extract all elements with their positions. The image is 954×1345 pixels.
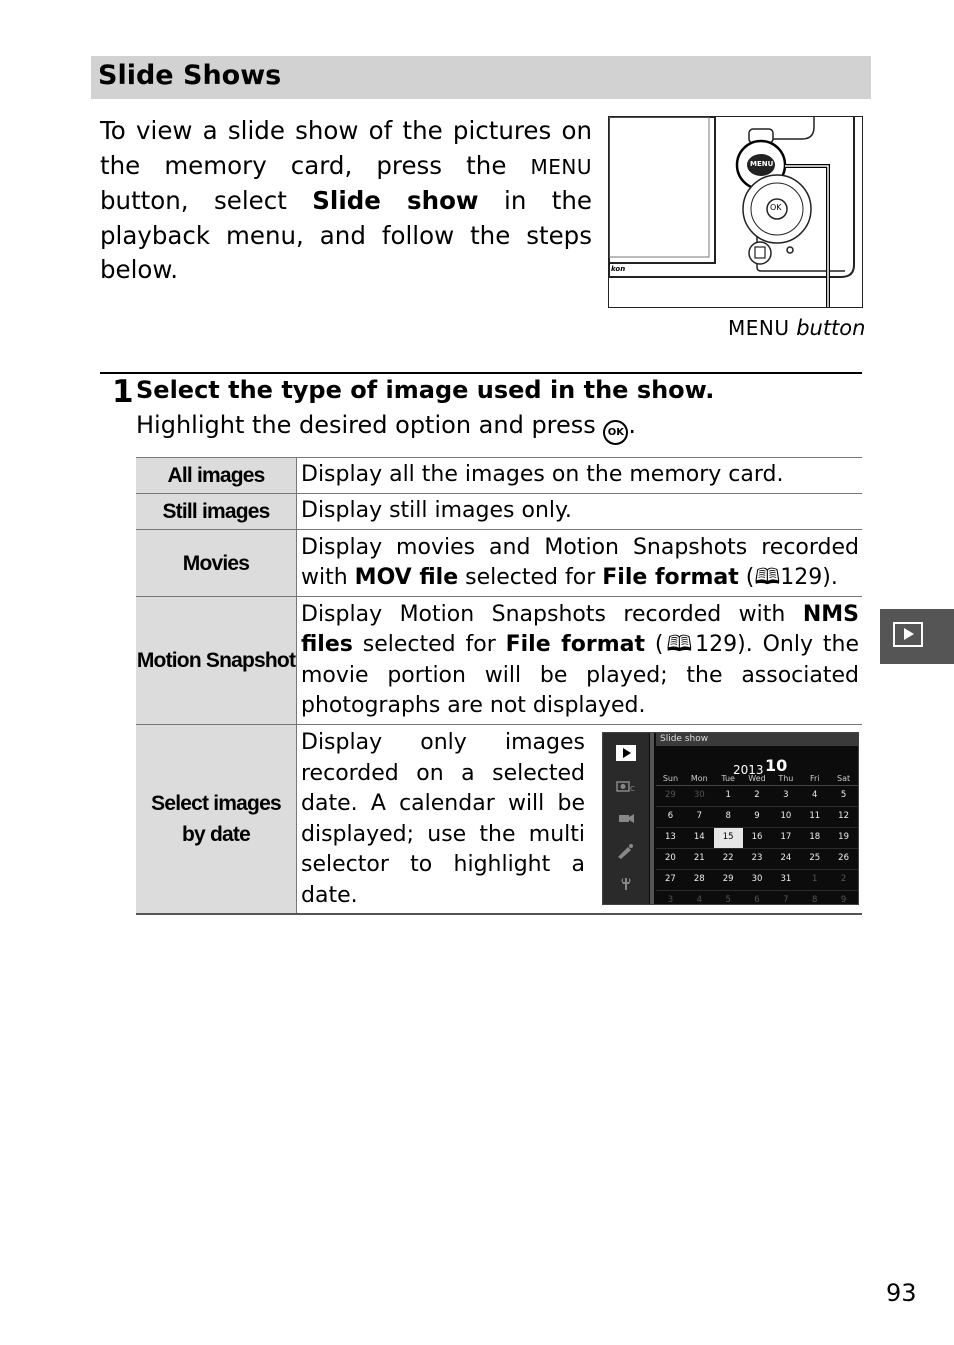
calendar-day[interactable]: 4 — [812, 790, 818, 801]
desc-part: ( — [738, 565, 755, 590]
calendar-day[interactable]: 7 — [696, 811, 702, 822]
calendar-day[interactable]: 5 — [725, 895, 731, 906]
calendar-weekday: Mon — [690, 774, 708, 784]
calendar-day[interactable]: 23 — [751, 853, 763, 864]
option-key: All images — [136, 458, 297, 494]
calendar-day[interactable]: 9 — [840, 895, 847, 906]
camera-menu-label: MENU — [750, 160, 774, 168]
calendar-day[interactable]: 29 — [665, 790, 676, 801]
option-key: Movies — [136, 530, 297, 597]
calendar-day[interactable]: 2 — [754, 790, 760, 801]
desc-part: selected for — [458, 565, 603, 590]
table-row — [136, 530, 862, 597]
calendar-week-row — [656, 807, 858, 828]
calendar-day[interactable]: 11 — [809, 811, 821, 822]
calendar-day[interactable]: 19 — [838, 832, 849, 843]
calendar-day[interactable]: 8 — [812, 895, 818, 906]
page-ref: 129 — [695, 632, 738, 657]
option-desc: Display all the images on the memory card. — [297, 458, 863, 494]
option-key: Still images — [136, 494, 297, 530]
calendar-weekday-row — [656, 773, 858, 786]
select-date-text: Display only images recorded on a selected date. A calendar will be displayed; use the multi selector to highlight a date. — [301, 730, 585, 908]
calendar-day[interactable]: 7 — [783, 895, 789, 906]
calendar-day[interactable]: 16 — [751, 832, 763, 843]
calendar-weekday: Tue — [721, 774, 735, 784]
calendar-day[interactable]: 18 — [809, 832, 821, 843]
table-row — [136, 458, 862, 494]
calendar-weekday: Thu — [778, 774, 794, 784]
calendar-day[interactable]: 22 — [722, 853, 734, 864]
intro-text-1: To view a slide show of the pictures on the memory card, press the — [100, 116, 592, 180]
page-number: 93 — [886, 1279, 917, 1307]
camera-brand-fragment: kon — [611, 265, 626, 273]
calendar-day[interactable]: 12 — [838, 811, 849, 822]
desc-part: ). Only the movie portion will be played; the associated photographs are not displayed. — [301, 632, 859, 718]
caption-menu-glyph: MENU — [728, 316, 790, 340]
calendar-day[interactable]: 29 — [722, 874, 734, 885]
calendar-day[interactable]: 17 — [780, 832, 792, 843]
menu-button-glyph: MENU — [530, 154, 592, 179]
desc-part: Display movies and Motion Snapshots recorded with — [301, 534, 859, 590]
menu-sidebar — [603, 733, 649, 904]
calendar-day[interactable]: 4 — [696, 895, 702, 906]
calendar-day[interactable]: 6 — [754, 895, 760, 906]
step-description — [136, 410, 636, 445]
book-icon: 🕮 — [663, 632, 696, 657]
section-title: Slide Shows — [98, 60, 282, 91]
intro-paragraph — [100, 114, 592, 288]
options-table — [136, 457, 862, 915]
table-row — [136, 725, 862, 914]
step-title: Select the type of image used in the show. — [136, 376, 715, 404]
desc-part: ( — [645, 632, 664, 657]
calendar-day[interactable]: 30 — [693, 790, 705, 801]
calendar-header: Slide show — [656, 733, 858, 746]
step-number: 1 — [112, 374, 134, 410]
calendar-day[interactable]: 9 — [754, 811, 760, 822]
movie-menu-icon — [616, 810, 636, 826]
retouch-menu-icon — [616, 843, 636, 859]
desc-bold: File format — [602, 565, 739, 590]
camera-caption — [728, 316, 865, 340]
desc-bold: File format — [505, 632, 645, 657]
intro-text-2: button, select — [100, 186, 313, 215]
svg-text:C: C — [630, 785, 635, 794]
option-key: Select images by date — [136, 725, 297, 914]
setup-wrench-icon — [616, 875, 636, 891]
calendar-day[interactable]: 27 — [665, 874, 676, 885]
option-desc: Display still images only. — [297, 494, 863, 530]
calendar-week-row — [656, 786, 858, 807]
playback-section-tab — [880, 609, 954, 664]
calendar-month: 10 — [765, 756, 788, 776]
calendar-day[interactable]: 5 — [840, 790, 847, 801]
shooting-menu-icon — [616, 778, 636, 794]
desc-part: Display Motion Snapshots recorded with — [301, 601, 803, 627]
calendar-weekday: Sat — [837, 774, 851, 784]
calendar-day[interactable]: 2 — [840, 874, 847, 885]
step-desc-period: . — [628, 411, 637, 439]
calendar-day[interactable]: 1 — [725, 790, 731, 801]
calendar-day[interactable]: 3 — [783, 790, 789, 801]
section-title-bar — [91, 56, 871, 99]
sidebar-separator — [650, 733, 654, 904]
calendar-day[interactable]: 21 — [693, 853, 705, 864]
ok-button-icon: OK — [603, 420, 628, 445]
calendar-weekday: Fri — [809, 774, 820, 784]
calendar-week-row — [656, 828, 858, 849]
intro-bold-slide-show: Slide show — [312, 186, 479, 215]
caption-button-word: button — [796, 316, 866, 340]
page-ref: 129 — [780, 565, 823, 590]
calendar-day[interactable]: 26 — [838, 853, 849, 864]
book-icon: 🕮 — [754, 565, 781, 590]
desc-bold: NMS files — [301, 601, 859, 657]
calendar-year: 2013 — [733, 763, 764, 778]
calendar-day[interactable]: 8 — [725, 811, 731, 822]
calendar-day[interactable]: 14 — [693, 832, 705, 843]
step-divider — [100, 372, 862, 374]
calendar-weekday: Wed — [748, 774, 766, 784]
calendar-day[interactable]: 3 — [667, 895, 674, 906]
calendar-day[interactable]: 25 — [809, 853, 821, 864]
step-desc-text: Highlight the desired option and press — [136, 411, 604, 439]
calendar-day[interactable]: 31 — [780, 874, 792, 885]
calendar-day[interactable]: 28 — [693, 874, 705, 885]
calendar-week-row — [656, 891, 858, 905]
calendar-day[interactable]: 6 — [667, 811, 674, 822]
calendar-grid — [656, 773, 858, 905]
camera-ok-label: OK — [770, 203, 782, 212]
option-desc — [297, 597, 863, 725]
calendar-day[interactable]: 15 — [714, 828, 743, 848]
desc-bold: MOV file — [354, 565, 459, 590]
calendar-week-row — [656, 870, 858, 891]
desc-part: selected for — [352, 632, 506, 657]
table-row — [136, 494, 862, 530]
camera-back-icon — [609, 117, 862, 307]
camera-illustration — [608, 116, 863, 308]
option-desc — [297, 530, 863, 597]
calendar-day[interactable]: 13 — [665, 832, 676, 843]
calendar-week-row — [656, 849, 858, 870]
calendar-weekday: Sun — [662, 774, 679, 784]
calendar-day[interactable]: 10 — [780, 811, 792, 822]
intro-text-3: in the playback menu, and follow the steps below. — [100, 186, 592, 284]
calendar-screenshot — [602, 732, 859, 905]
option-desc — [297, 725, 863, 914]
calendar-day[interactable]: 1 — [812, 874, 818, 885]
desc-part: ). — [822, 565, 838, 590]
select-date-wrap — [301, 726, 859, 911]
calendar-day[interactable]: 24 — [780, 853, 792, 864]
calendar-day[interactable]: 20 — [665, 853, 676, 864]
playback-menu-icon — [616, 745, 636, 761]
table-row — [136, 597, 862, 725]
option-key: Motion Snapshot — [136, 597, 297, 725]
playback-icon — [893, 622, 923, 647]
calendar-day[interactable]: 30 — [751, 874, 763, 885]
